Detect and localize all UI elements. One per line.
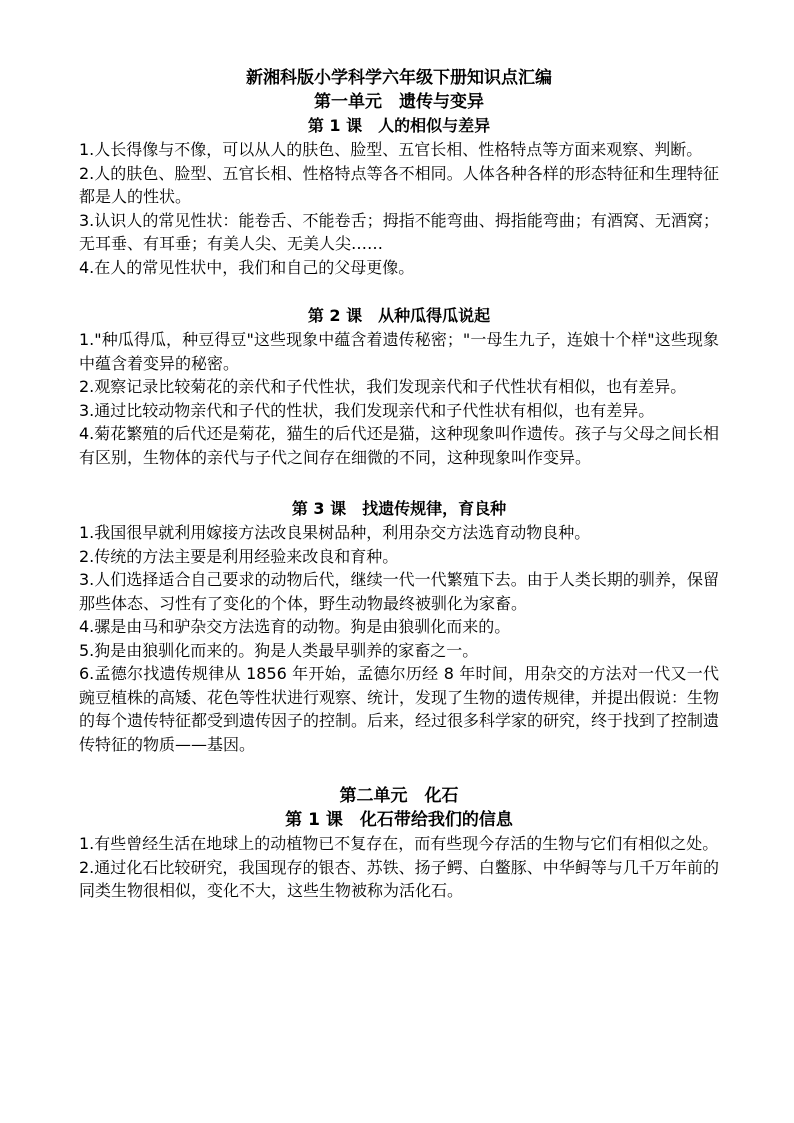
list-item: 1.人长得像与不像，可以从人的肤色、脸型、五官长相、性格特点等方面来观察、判断。 (79, 140, 703, 159)
unit-2-title: 第二单元 化石 (339, 786, 459, 806)
unit-1-lesson-2-title: 第 2 课 从种瓜得瓜说起 (307, 306, 491, 325)
list-item: 1."种瓜得瓜，种豆得豆"这些现象中蕴含着遗传秘密；"一母生九子，连娘十个样"这些现象中蕴含着变异的秘密。 (79, 330, 719, 373)
spacer (79, 279, 719, 304)
unit-1-lesson-1-title: 第 1 课 人的相似与差异 (307, 116, 491, 135)
list-item: 2.人的肤色、脸型、五官长相、性格特点等各不相同。人体各种各样的形态特征和生理特征都是人的性状。 (79, 163, 719, 206)
list-item: 3.通过比较动物亲代和子代的性状，我们发现亲代和子代性状有相似，也有差异。 (79, 400, 655, 420)
spacer (79, 469, 719, 497)
list-item: 4.菊花繁殖的后代还是菊花，猫生的后代还是猫，这种现象叫作遗传。孩子与父母之间长相有区别，生物体的亲代与子代之间存在细微的不同，这种现象叫作变异。 (79, 424, 719, 467)
spacer (79, 756, 719, 784)
unit-1-lesson-3-title: 第 3 课 找遗传规律，育良种 (291, 499, 507, 518)
list-item: 4.在人的常见性状中，我们和自己的父母更像。 (79, 257, 415, 277)
list-item: 2.通过化石比较研究，我国现存的银杏、苏铁、扬子鳄、白鳖豚、中华鲟等与几千万年前的同类生物很相似，变化不大，这些生物被称为活化石。 (79, 857, 719, 900)
document-title: 新湘科版小学科学六年级下册知识点汇编 (246, 68, 552, 88)
list-item: 1.我国很早就利用嫁接方法改良果树品种，利用杂交方法选育动物良种。 (79, 523, 591, 542)
unit-1-title: 第一单元 遗传与变异 (314, 92, 484, 112)
list-item: 3.人们选择适合自己要求的动物后代，继续一代一代繁殖下去。由于人类长期的驯养，保留那些体态、习性有了变化的个体，野生动物最终被驯化为家畜。 (79, 570, 719, 613)
list-item: 6.孟德尔找遗传规律从 1856 年开始，孟德尔历经 8 年时间，用杂交的方法对一代又一代豌豆植株的高矮、花色等性状进行观察、统计，发现了生物的遗传规律，并提出假说：生物的每个遗传特征都受到遗传因子的控制。后来，经过很多科学家的研究，终于找到了控制遗传特征的物质——基因。 (79, 664, 720, 754)
list-item: 2.观察记录比较菊花的亲代和子代性状，我们发现亲代和子代性状有相似，也有差异。 (79, 377, 687, 396)
list-item: 2.传统的方法主要是利用经验来改良和育种。 (79, 546, 399, 566)
list-item: 3.认识人的常见性状：能卷舌、不能卷舌；拇指不能弯曲、拇指能弯曲；有酒窝、无酒窝；无耳垂、有耳垂；有美人尖、无美人尖…… (79, 210, 719, 253)
unit-2-lesson-1-title: 第 1 课 化石带给我们的信息 (285, 810, 513, 830)
list-item: 5.狗是由狼驯化而来的。狗是人类最早驯养的家畜之一。 (79, 640, 479, 660)
list-item: 4.骡是由马和驴杂交方法选育的动物。狗是由狼驯化而来的。 (79, 617, 511, 636)
list-item: 1.有些曾经生活在地球上的动植物已不复存在，而有些现今存活的生物与它们有相似之处。 (79, 834, 719, 853)
document-page (79, 66, 719, 903)
